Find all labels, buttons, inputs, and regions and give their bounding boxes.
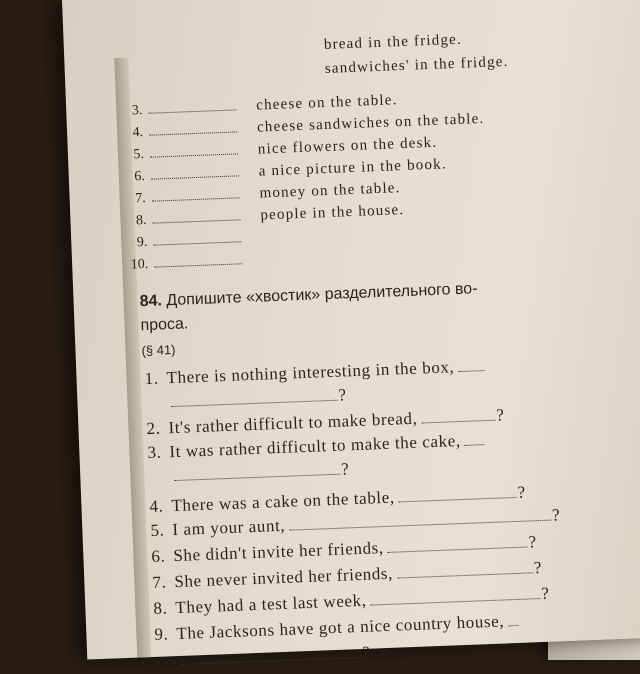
fill-blank[interactable] bbox=[148, 99, 236, 113]
answer-blank[interactable] bbox=[174, 462, 340, 481]
exercise-item bbox=[132, 356, 484, 389]
fill-item-text: sandwiches' in the fridge. bbox=[324, 53, 509, 77]
exercise-item-number: 6. bbox=[151, 546, 166, 566]
fill-item-text: bread in the fridge. bbox=[323, 31, 463, 53]
fill-blank bbox=[216, 40, 304, 53]
fill-item-text: cheese on the table. bbox=[255, 92, 398, 114]
exercise-item-text: There is nothing interesting in the box, bbox=[166, 357, 455, 388]
exercise-title-line1: Допишите «хвостик» разделительного во- bbox=[165, 280, 478, 310]
fill-blank bbox=[217, 64, 305, 77]
fill-blank[interactable] bbox=[154, 253, 242, 267]
fill-item-text: a nice picture in the book. bbox=[258, 156, 448, 180]
fill-item-text bbox=[261, 230, 262, 246]
question-mark: ? bbox=[495, 405, 505, 425]
exercise-item-text: They had a test last week, bbox=[175, 590, 367, 618]
exercise-item-text: I am your aunt, bbox=[172, 515, 286, 540]
fill-blank[interactable] bbox=[153, 231, 241, 245]
fill-blank[interactable] bbox=[150, 143, 238, 157]
exercise-item-text: It's rather difficult to make bread, bbox=[168, 408, 418, 438]
answer-blank[interactable] bbox=[370, 586, 540, 606]
book-page bbox=[62, 0, 640, 660]
exercise-item-number bbox=[137, 481, 163, 482]
question-mark: ? bbox=[340, 459, 350, 479]
fill-item-number: 3. bbox=[131, 103, 143, 119]
fill-item-number bbox=[184, 53, 210, 54]
fill-item-number: 5. bbox=[133, 146, 145, 163]
exercise-item-number bbox=[144, 665, 170, 666]
fill-blank[interactable] bbox=[151, 165, 239, 179]
fill-item-text: cheese sandwiches on the table. bbox=[256, 110, 485, 136]
answer-blank[interactable] bbox=[387, 535, 527, 553]
question-mark: ? bbox=[338, 385, 347, 405]
question-mark: ? bbox=[528, 532, 538, 552]
exercise-item-number: 8. bbox=[153, 598, 168, 618]
fill-item-number: 10. bbox=[130, 256, 149, 273]
answer-blank[interactable] bbox=[397, 560, 533, 578]
fill-item bbox=[121, 229, 262, 252]
fill-item-text: people in the house. bbox=[260, 202, 405, 224]
exercise-item-number: 2. bbox=[146, 418, 161, 439]
fill-blank[interactable] bbox=[152, 209, 240, 223]
answer-blank[interactable] bbox=[458, 358, 484, 372]
exercise-number: 84. bbox=[139, 292, 163, 311]
exercise-item-text: She never invited her friends, bbox=[174, 563, 394, 592]
fill-item bbox=[184, 31, 463, 60]
exercise-item-continuation bbox=[143, 643, 371, 672]
exercise-item-number: 7. bbox=[152, 572, 167, 592]
fill-item-number: 9. bbox=[136, 234, 148, 251]
exercise-item-continuation bbox=[136, 459, 350, 487]
answer-blank[interactable] bbox=[421, 408, 495, 424]
fill-item-number: 6. bbox=[134, 168, 146, 185]
answer-blank[interactable] bbox=[289, 508, 551, 531]
exercise-title bbox=[139, 280, 478, 311]
exercise-item-text: She didn't invite her friends, bbox=[173, 538, 385, 566]
question-mark: ? bbox=[551, 505, 561, 525]
exercise-item-continuation bbox=[133, 385, 347, 413]
exercise-section-ref: (§ 41) bbox=[141, 341, 176, 359]
question-mark: ? bbox=[533, 558, 543, 578]
fill-item-text bbox=[262, 252, 263, 268]
exercise-item-text: It was rather difficult to make the cake, bbox=[169, 431, 462, 462]
fill-item-number: 4. bbox=[132, 124, 144, 141]
answer-blank[interactable] bbox=[508, 613, 518, 626]
exercise-item-number: 5. bbox=[150, 520, 165, 540]
exercise-item-number: 3. bbox=[147, 442, 162, 463]
fill-blank[interactable] bbox=[151, 187, 239, 201]
exercise-item-text: There was a cake on the table, bbox=[171, 487, 396, 516]
exercise-item-text: The Jacksons have got a nice country house, bbox=[176, 611, 505, 644]
exercise-item-number: 4. bbox=[149, 496, 164, 517]
fill-item-number: 8. bbox=[135, 212, 147, 229]
exercise-item-number: 9. bbox=[154, 624, 169, 644]
fill-item-number bbox=[185, 77, 211, 78]
question-mark: ? bbox=[540, 583, 550, 604]
answer-blank[interactable] bbox=[464, 432, 484, 446]
answer-blank[interactable] bbox=[171, 388, 337, 407]
question-mark: ? bbox=[361, 642, 371, 662]
question-mark: ? bbox=[517, 482, 527, 502]
answer-blank[interactable] bbox=[181, 645, 361, 665]
fill-item bbox=[122, 251, 263, 274]
fill-item-number: 7. bbox=[134, 190, 146, 207]
exercise-item-number: 1. bbox=[144, 368, 159, 389]
fill-item-text: money on the table. bbox=[259, 180, 401, 202]
exercise-title-line2: проса. bbox=[140, 315, 189, 335]
answer-blank[interactable] bbox=[398, 485, 516, 503]
fill-blank[interactable] bbox=[149, 121, 237, 135]
fill-item-text: nice flowers on the desk. bbox=[257, 134, 438, 158]
exercise-item-number bbox=[134, 408, 160, 409]
